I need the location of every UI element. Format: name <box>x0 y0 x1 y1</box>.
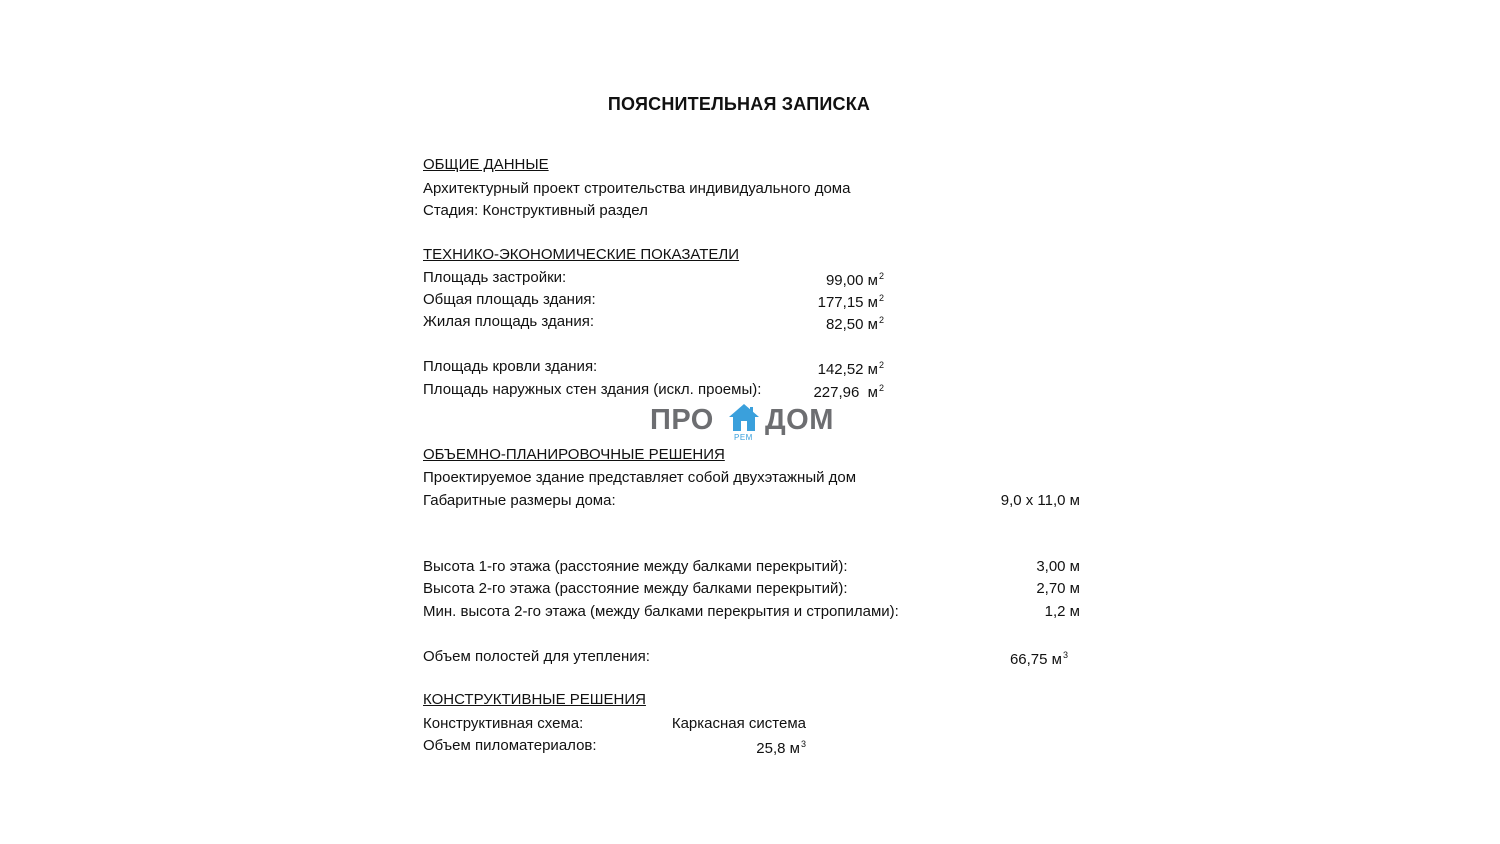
tech-label: Площадь застройки: <box>423 269 567 286</box>
tech-label: Площадь кровли здания: <box>423 358 598 375</box>
planning-label: Мин. высота 2-го этажа (между балками перекрытия и стропилами): <box>423 603 899 620</box>
section-heading-construct: КОНСТРУКТИВНЫЕ РЕШЕНИЯ <box>423 691 646 708</box>
section-heading-planning: ОБЪЕМНО-ПЛАНИРОВОЧНЫЕ РЕШЕНИЯ <box>423 446 725 463</box>
general-line-2: Стадия: Конструктивный раздел <box>423 202 648 219</box>
tech-label: Площадь наружных стен здания (искл. проемы): <box>423 381 762 398</box>
page-title: ПОЯСНИТЕЛЬНАЯ ЗАПИСКА <box>607 94 871 114</box>
tech-value: 142,52 $м^2$ <box>817 360 884 378</box>
general-line-1: Архитектурный проект строительства индивидуального дома <box>423 180 851 197</box>
logo-text-right: ДОМ <box>765 404 834 436</box>
section-heading-tech: ТЕХНИКО-ЭКОНОМИЧЕСКИЕ ПОКАЗАТЕЛИ <box>423 246 740 263</box>
planning-label: Габаритные размеры дома: <box>423 492 616 509</box>
planning-value: 1,2 м <box>1044 603 1080 620</box>
planning-label: Объем полостей для утепления: <box>423 648 650 665</box>
planning-value: 9,0 х 11,0 м <box>1000 492 1080 509</box>
logo-text-small: РЕМ <box>734 433 753 442</box>
planning-value: 2,70 м <box>1036 580 1080 597</box>
planning-value: 66,75 $м^3$ <box>1009 650 1068 668</box>
planning-label: Высота 2-го этажа (расстояние между балками перекрытий): <box>423 580 848 597</box>
planning-label: Высота 1-го этажа (расстояние между балками перекрытий): <box>423 558 848 575</box>
construct-value: 25,8 $м^3$ <box>756 739 806 757</box>
construct-label: Объем пиломатериалов: <box>423 737 597 754</box>
construct-value: Каркасная система <box>671 715 806 732</box>
tech-value: 227,96 $м^2$ <box>813 383 884 401</box>
tech-value: 99,00 $м^2$ <box>825 271 884 289</box>
house-icon <box>728 402 760 434</box>
planning-value: 3,00 м <box>1036 558 1080 575</box>
tech-value: 177,15 $м^2$ <box>817 293 884 311</box>
construct-label: Конструктивная схема: <box>423 715 584 732</box>
section-heading-general: ОБЩИЕ ДАННЫЕ <box>423 156 549 173</box>
tech-label: Жилая площадь здания: <box>423 313 595 330</box>
planning-line-1: Проектируемое здание представляет собой двухэтажный дом <box>423 469 857 486</box>
tech-label: Общая площадь здания: <box>423 291 596 308</box>
logo-text-left: ПРО <box>650 404 714 436</box>
pro-dom-logo <box>650 402 850 444</box>
tech-value: 82,50 $м^2$ <box>825 315 884 333</box>
